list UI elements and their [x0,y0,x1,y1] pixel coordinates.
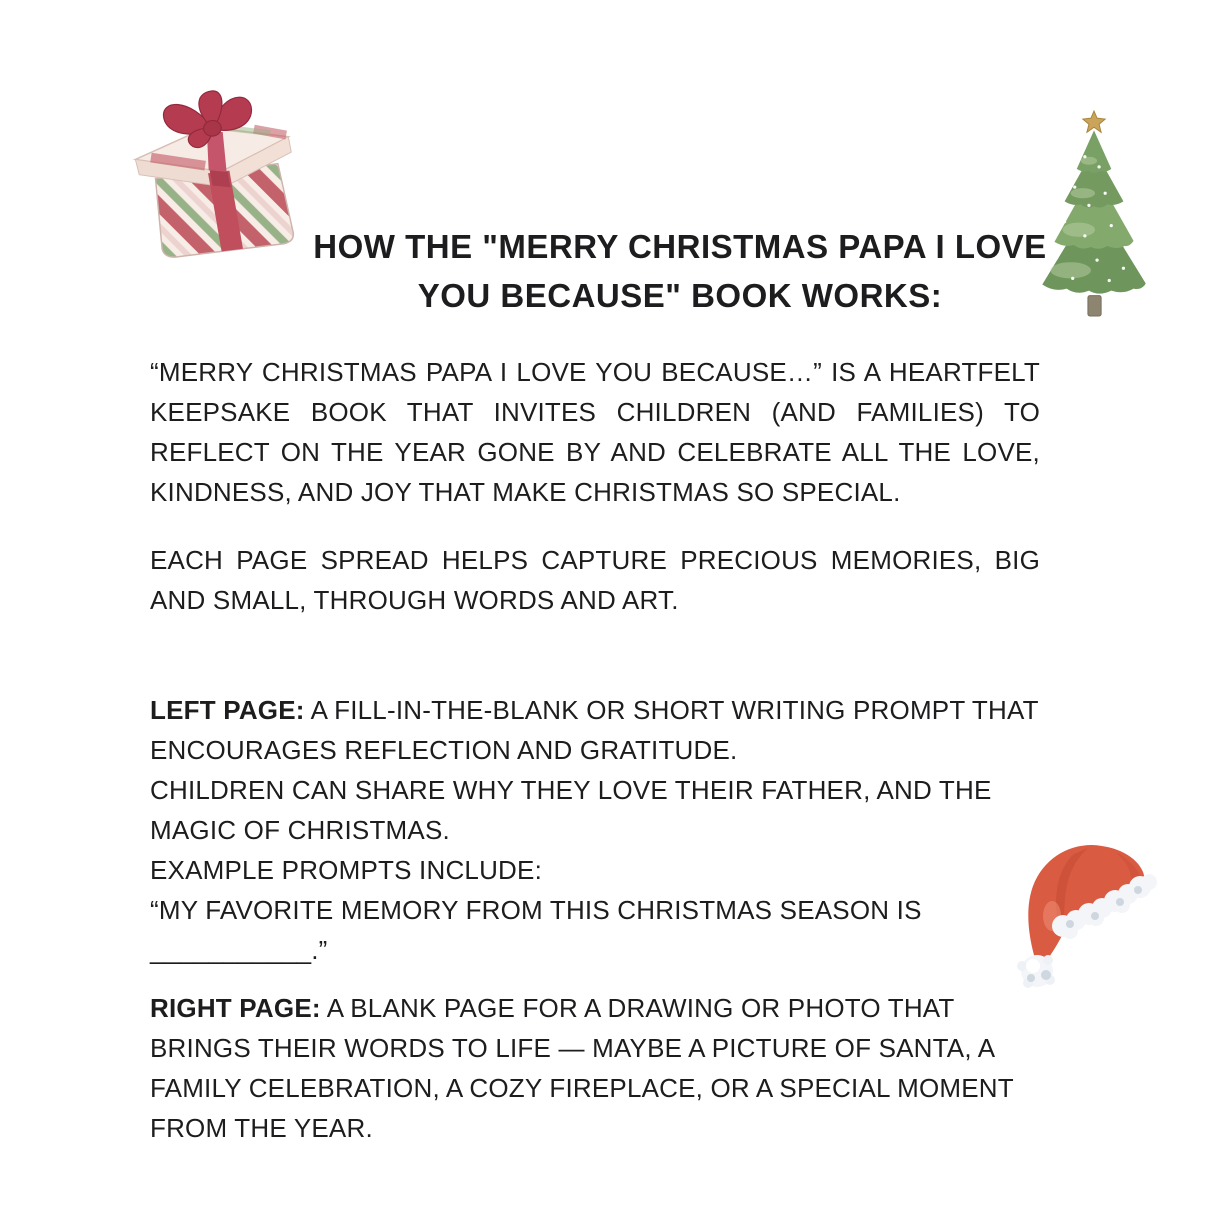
left-page-label: LEFT PAGE: [150,695,305,725]
left-page-description: A FILL-IN-THE-BLANK OR SHORT WRITING PROMPT THAT ENCOURAGES REFLECTION AND GRATITUDE. [150,695,1039,765]
left-page-line-2: EXAMPLE PROMPTS INCLUDE: [150,855,542,885]
page-title-line-2: YOU BECAUSE" BOOK WORKS: [417,277,943,314]
left-page-paragraph [150,690,1040,770]
right-page-label: RIGHT PAGE: [150,993,321,1023]
intro-paragraph-1: “MERRY CHRISTMAS PAPA I LOVE YOU BECAUSE…” IS A HEARTFELT KEEPSAKE BOOK THAT INVITES CHILDREN (AND FAMILIES) TO REFLECT ON THE YEAR GONE BY AND CELEBRATE ALL THE LOVE, KINDNESS, AND JOY THAT MAKE CHRISTMAS SO SPECIAL. [150,357,1040,507]
right-page-section [150,988,1040,1148]
right-page-paragraph [150,988,1040,1148]
left-page-line-3: “MY FAVORITE MEMORY FROM THIS CHRISTMAS SEASON IS ___________.” [150,895,922,965]
intro-paragraph-2: EACH PAGE SPREAD HELPS CAPTURE PRECIOUS MEMORIES, BIG AND SMALL, THROUGH WORDS AND ART. [150,545,1040,615]
page-title-line-1: HOW THE "MERRY CHRISTMAS PAPA I LOVE [313,228,1047,265]
left-page-line-1: CHILDREN CAN SHARE WHY THEY LOVE THEIR FATHER, AND THE MAGIC OF CHRISTMAS. [150,775,992,845]
left-page-section [150,690,1040,970]
page-title [230,222,1130,320]
right-page-description: A BLANK PAGE FOR A DRAWING OR PHOTO THAT BRINGS THEIR WORDS TO LIFE — MAYBE A PICTURE OF SANTA, A FAMILY CELEBRATION, A COZY FIREPLACE, OR A SPECIAL MOMENT FROM THE YEAR. [150,993,1014,1143]
tree-star [1083,111,1105,132]
intro-section [150,352,1040,512]
intro-section-2 [150,540,1040,620]
